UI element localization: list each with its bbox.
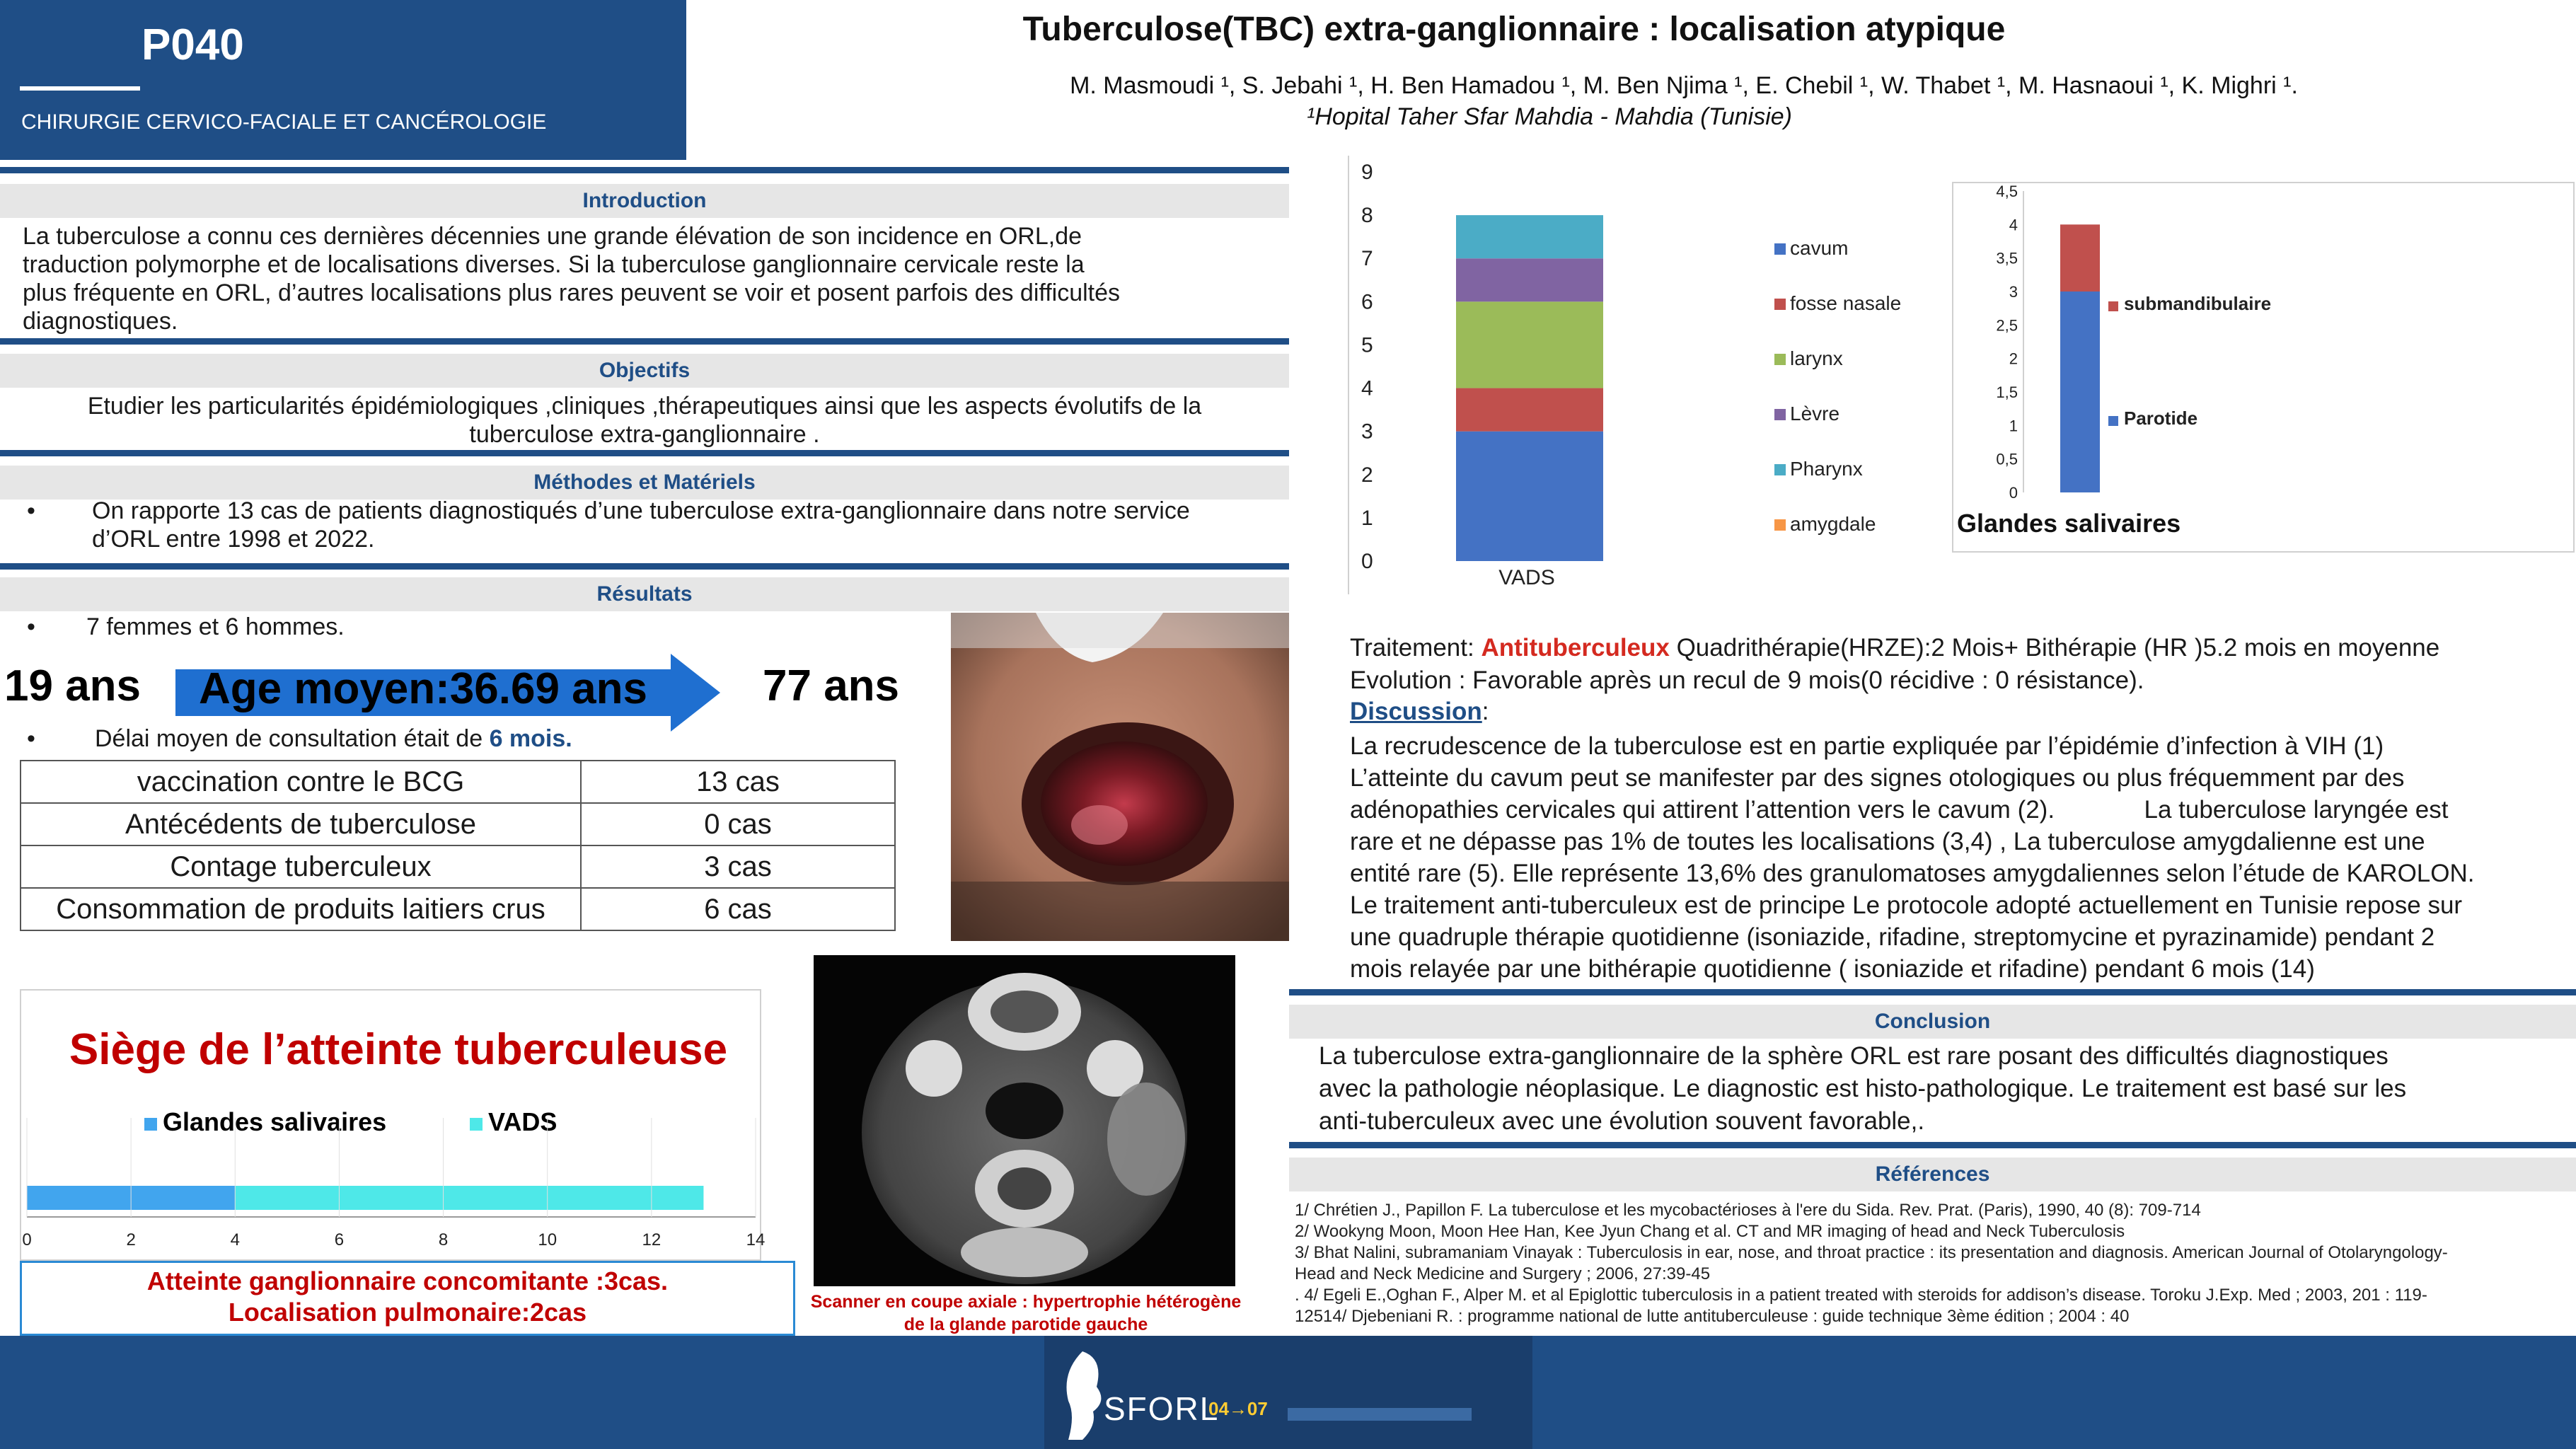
vads-bar-segment <box>1456 215 1603 258</box>
congress-dates: 04→07 <box>1208 1398 1268 1419</box>
header-rule <box>20 86 140 91</box>
legend-label-vads: VADS <box>488 1107 558 1136</box>
conclusion-heading: Conclusion <box>1289 1005 2576 1039</box>
discussion-heading-line <box>1350 698 1489 726</box>
objectifs-bar <box>0 338 1289 345</box>
specialty: CHIRURGIE CERVICO-FACIALE ET CANCÉROLOGIE <box>21 110 547 134</box>
delay-text <box>95 724 572 753</box>
glandes-legend-swatch <box>2108 416 2118 426</box>
vads-legend-swatch <box>1774 299 1786 310</box>
glandes-bar-segment <box>2060 291 2100 492</box>
authors: M. Masmoudi ¹, S. Jebahi ¹, H. Ben Hamadou ¹, M. Ben Njima ¹, E. Chebil ¹, W. Thabet ¹, M. Hasnaoui ¹, K. Mighri ¹. <box>1070 72 2298 99</box>
glandes-frame <box>1953 183 2574 552</box>
table-cell-value: 6 cas <box>581 888 895 930</box>
methodes-heading: Méthodes et Matériels <box>0 466 1289 500</box>
glandes-legend-label: submandibulaire <box>2124 293 2272 314</box>
resultats-bar <box>0 563 1289 570</box>
age-mean: Age moyen:36.69 ans <box>198 664 648 713</box>
methodes-line: d’ORL entre 1998 et 2022. <box>92 526 375 553</box>
discussion-line: adénopathies cervicales qui attirent l’attention vers le cavum (2). La tuberculose laryngée est <box>1350 796 2449 824</box>
vads-y-tick: 4 <box>1361 376 1373 400</box>
table-row <box>21 845 895 888</box>
references-heading: Références <box>1289 1158 2576 1191</box>
glandes-legend-swatch <box>2108 301 2118 311</box>
glandes-chart <box>1950 180 2576 555</box>
glandes-y-tick: 3,5 <box>1996 249 2018 267</box>
conclusion-bar <box>1289 989 2576 995</box>
vads-legend-swatch <box>1774 519 1786 531</box>
glandes-y-tick: 1 <box>2009 417 2018 435</box>
glandes-x-label: Glandes salivaires <box>1957 509 2181 538</box>
vads-y-tick: 3 <box>1361 420 1373 444</box>
siege-x-tick: 2 <box>126 1230 136 1249</box>
vads-legend-label: Lèvre <box>1790 403 1840 425</box>
vads-legend-label: Pharynx <box>1790 458 1863 480</box>
discussion-colon: : <box>1482 698 1489 725</box>
vads-bar-segment <box>1456 301 1603 388</box>
methodes-text <box>92 497 1295 553</box>
vads-legend-swatch <box>1774 243 1786 255</box>
objectifs-line: tuberculose extra-ganglionnaire . <box>469 421 820 448</box>
table-row <box>21 761 895 803</box>
glandes-y-tick: 2 <box>2009 350 2018 368</box>
vads-y-tick: 8 <box>1361 204 1373 228</box>
sex-bullet: • <box>27 613 35 640</box>
vads-legend-swatch <box>1774 354 1786 365</box>
intro-line: La tuberculose a connu ces dernières décennies une grande élévation de son incidence en ORL,de <box>23 223 1082 250</box>
treatment-keyword: Antituberculeux <box>1481 634 1670 662</box>
table-row <box>21 888 895 930</box>
complications-note <box>20 1261 795 1336</box>
siege-x-tick: 12 <box>642 1230 662 1249</box>
reference-item: 3/ Bhat Nalini, subramaniam Vinayak : Tuberculosis in ear, nose, and throat practice : its presentation and diagnosis. American Journal of Otolaryngology- <box>1295 1243 2448 1262</box>
delay-bullet: • <box>27 725 35 752</box>
discussion-text <box>1350 730 2567 985</box>
cases-table <box>20 760 896 931</box>
delay-value: 6 mois. <box>489 725 572 752</box>
discussion-line: L’atteinte du cavum peut se manifester par des signes otologiques ou plus fréquemment par des <box>1350 764 2405 792</box>
intro-bar <box>0 167 1289 173</box>
delay-prefix: Délai moyen de consultation était de <box>95 725 490 752</box>
intro-text <box>23 222 1296 335</box>
vads-y-tick: 2 <box>1361 463 1373 487</box>
treatment-line <box>1350 634 2439 662</box>
discussion-line: une quadruple thérapie quotidienne (isoniazide, rifadine, streptomycine et pyrazinamide) pendant 2 <box>1350 923 2435 951</box>
vads-legend-label: cavum <box>1790 237 1849 259</box>
reference-item: 1/ Chrétien J., Papillon F. La tuberculose et les mycobactérioses à l'ere du Sida. Rev. Prat. (Paris), 1990, 40 (8): 709-714 <box>1295 1201 2201 1220</box>
methodes-line: On rapporte 13 cas de patients diagnostiqués d’une tuberculose extra-ganglionnaire dans notre service <box>92 497 1190 524</box>
siege-chart <box>20 1104 770 1274</box>
glandes-y-tick: 0 <box>2009 484 2018 502</box>
affiliation: ¹Hopital Taher Sfar Mahdia - Mahdia (Tunisie) <box>1307 103 1792 130</box>
glandes-bar-segment <box>2060 224 2100 291</box>
intro-line: traduction polymorphe et de localisations diverses. Si la tuberculose ganglionnaire cervicale reste la <box>23 251 1085 278</box>
table-cell-value: 3 cas <box>581 845 895 888</box>
vads-bar-segment <box>1456 432 1603 561</box>
vads-bar-segment <box>1456 388 1603 432</box>
vads-legend-label: amygdale <box>1790 513 1876 535</box>
objectifs-line: Etudier les particularités épidémiologiques ,cliniques ,thérapeutiques ainsi que les aspects évolutifs de la <box>87 393 1202 420</box>
legend-swatch-vads <box>470 1118 483 1131</box>
siege-x-tick: 10 <box>538 1230 558 1249</box>
conclusion-line: avec la pathologie néoplasique. Le diagnostic est histo-pathologique. Le traitement est basé sur les <box>1319 1075 2407 1102</box>
sforl-profile-logo <box>1054 1344 1111 1443</box>
glandes-y-tick: 1,5 <box>1996 383 2018 401</box>
table-cell-value: 0 cas <box>581 803 895 845</box>
age-min: 19 ans <box>4 662 141 710</box>
treatment-rest: Quadrithérapie(HRZE):2 Mois+ Bithérapie (HR )5.2 mois en moyenne <box>1669 634 2440 662</box>
table-cell-label: vaccination contre le BCG <box>21 761 581 803</box>
ct-caption-line: de la glande parotide gauche <box>903 1315 1148 1334</box>
references-list <box>1295 1200 2568 1327</box>
vads-chart <box>1336 149 1951 601</box>
discussion-line: mois relayée par une bithérapie quotidienne ( isoniazide et rifadine) pendant 6 mois (14) <box>1350 955 2315 983</box>
conclusion-text <box>1319 1040 2564 1138</box>
objectifs-text <box>0 392 1289 449</box>
note-line: Atteinte ganglionnaire concomitante :3cas. <box>146 1266 669 1295</box>
poster-id: P040 <box>141 21 244 69</box>
legend-label-glandes: Glandes salivaires <box>163 1107 387 1136</box>
reference-item: 2/ Wookyng Moon, Moon Hee Han, Kee Jyun Chang et al. CT and MR imaging of head and Neck Tuberculosis <box>1295 1222 2125 1241</box>
siege-x-tick: 8 <box>438 1230 449 1249</box>
glandes-legend-label: Parotide <box>2124 408 2198 429</box>
reference-item: 12514/ Djebeniani R. : programme national de lutte antituberculeuse : guide technique 3ème édition ; 2004 : 40 <box>1295 1307 2130 1326</box>
vads-legend-swatch <box>1774 464 1786 475</box>
header-id-block <box>0 0 686 160</box>
intro-line: plus fréquente en ORL, d’autres localisations plus rares peuvent se voir et posent parfois des difficultés <box>23 279 1121 306</box>
table-cell-value: 13 cas <box>581 761 895 803</box>
vads-y-tick: 6 <box>1361 290 1373 314</box>
vads-y-tick: 5 <box>1361 333 1373 357</box>
siege-bar-segment <box>235 1186 703 1210</box>
nasal-endoscopy-photo <box>951 613 1289 941</box>
table-cell-label: Consommation de produits laitiers crus <box>21 888 581 930</box>
vads-legend-swatch <box>1774 409 1786 420</box>
resultats-heading: Résultats <box>0 577 1289 611</box>
siege-x-tick: 14 <box>746 1230 766 1249</box>
ct-caption <box>807 1291 1245 1336</box>
ct-scan-image <box>814 955 1235 1286</box>
vads-legend-label: fosse nasale <box>1790 292 1902 314</box>
vads-y-tick: 0 <box>1361 550 1373 573</box>
discussion-line: entité rare (5). Elle représente 13,6% des granulomatoses amygdaliennes selon l’étude de KAROLON. <box>1350 860 2475 887</box>
partner-logos <box>1288 1408 1472 1421</box>
methodes-bar <box>0 450 1289 456</box>
discussion-line: La recrudescence de la tuberculose est en partie expliquée par l’épidémie d’infection à VIH (1) <box>1350 732 2384 760</box>
table-cell-label: Antécédents de tuberculose <box>21 803 581 845</box>
siege-x-tick: 4 <box>230 1230 240 1249</box>
ct-caption-line: Scanner en coupe axiale : hypertrophie hétérogène <box>810 1292 1242 1312</box>
table-cell-label: Contage tuberculeux <box>21 845 581 888</box>
note-line: Localisation pulmonaire:2cas <box>228 1298 587 1327</box>
siege-chart-title: Siège de l’atteinte tuberculeuse <box>69 1025 728 1074</box>
objectifs-heading: Objectifs <box>0 354 1289 388</box>
intro-line: diagnostiques. <box>23 308 178 335</box>
siege-x-tick: 0 <box>22 1230 32 1249</box>
age-max: 77 ans <box>763 662 900 710</box>
siege-x-tick: 6 <box>334 1230 345 1249</box>
glandes-y-tick: 3 <box>2009 283 2018 301</box>
sforl-logo-text: SFORL <box>1104 1390 1220 1427</box>
vads-y-tick: 1 <box>1361 506 1373 530</box>
intro-heading: Introduction <box>0 184 1289 218</box>
reference-item: Head and Neck Medicine and Surgery ; 2006, 27:39-45 <box>1295 1264 1711 1283</box>
conclusion-line: La tuberculose extra-ganglionnaire de la sphère ORL est rare posant des difficultés diagnostiques <box>1319 1042 2389 1070</box>
vads-y-tick: 7 <box>1361 247 1373 271</box>
discussion-line: Le traitement anti-tuberculeux est de principe Le protocole adopté actuellement en Tunisie repose sur <box>1350 891 2463 919</box>
vads-y-tick: 9 <box>1361 161 1373 184</box>
reference-item: . 4/ Egeli E.,Oghan F., Alper M. et al Epiglottic tuberculosis in a patient treated with steroids for addison’s disease. Toroku J.Exp. Med ; 2003, 201 : 119- <box>1295 1286 2427 1305</box>
treatment-prefix: Traitement: <box>1350 634 1482 662</box>
table-row <box>21 803 895 845</box>
evolution-line: Evolution : Favorable après un recul de 9 mois(0 récidive : 0 résistance). <box>1350 666 2144 694</box>
discussion-heading: Discussion <box>1350 698 1482 725</box>
vads-bar-segment <box>1456 258 1603 301</box>
vads-x-label: VADS <box>1498 566 1555 589</box>
legend-swatch-glandes <box>144 1118 157 1131</box>
glandes-y-tick: 2,5 <box>1996 316 2018 335</box>
glandes-y-tick: 4,5 <box>1996 183 2018 200</box>
discussion-line: rare et ne dépasse pas 1% de toutes les localisations (3,4) , La tuberculose amygdalienne est une <box>1350 828 2425 855</box>
glandes-y-tick: 0,5 <box>1996 450 2018 468</box>
sex-ratio: 7 femmes et 6 hommes. <box>86 613 345 640</box>
references-bar <box>1289 1142 2576 1148</box>
methodes-bullet: • <box>27 497 35 524</box>
poster-title: Tuberculose(TBC) extra-ganglionnaire : localisation atypique <box>1022 11 2006 48</box>
conclusion-line: anti-tuberculeux avec une évolution souvent favorable,. <box>1319 1107 1925 1135</box>
vads-legend-label: larynx <box>1790 347 1843 369</box>
glandes-y-tick: 4 <box>2009 216 2018 234</box>
